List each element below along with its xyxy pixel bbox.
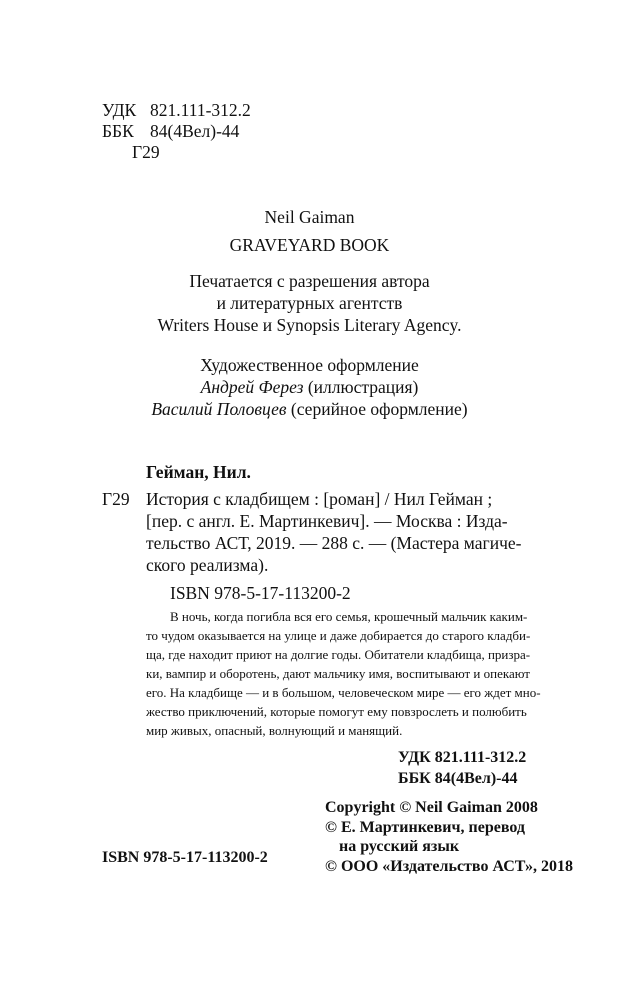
- catalog-isbn: ISBN 978-5-17-113200-2: [170, 583, 351, 603]
- udk-label: УДК: [102, 100, 137, 120]
- catalog-desc-line-3: тельство АСТ, 2019. — 288 с. — (Мастера магиче-: [146, 533, 522, 553]
- footer-isbn: ISBN 978-5-17-113200-2: [102, 849, 268, 866]
- copyright-line-1: Copyright © Neil Gaiman 2008: [325, 799, 538, 816]
- catalog-mark: Г29: [102, 489, 130, 509]
- annotation-line-6: жество приключений, которые помогут ему повзрослеть и полюбить: [146, 704, 527, 719]
- copyright-line-2: © Е. Мартинкевич, перевод: [325, 819, 525, 836]
- catalog-desc-line-4: ского реализма).: [146, 555, 269, 575]
- catalog-desc-line-2: [пер. с англ. Е. Мартинкевич]. — Москва : Изда-: [146, 511, 508, 531]
- catalog-author-heading: Гейман, Нил.: [146, 462, 251, 482]
- series-designer-role: (серийное оформление): [286, 399, 468, 419]
- annotation-line-5: его. На кладбище — и в большом, человеческом мире — его ждет мно-: [146, 685, 541, 700]
- annotation-line-7: мир живых, опасный, волнующий и манящий.: [146, 723, 403, 738]
- series-designer-name: Василий Половцев: [151, 399, 287, 419]
- permission-line-3: Writers House и Synopsis Literary Agency.: [157, 315, 462, 335]
- illustrator-role: (иллюстрация): [303, 377, 419, 397]
- author-mark-header: Г29: [132, 142, 160, 162]
- bbk-label: ББК: [102, 121, 134, 141]
- copyright-line-4: © ООО «Издательство АСТ», 2018: [325, 858, 574, 875]
- annotation-line-2: то чудом оказывается на улице и даже добирается до старого кладби-: [146, 628, 531, 643]
- catalog-desc-line-1: История с кладбищем : [роман] / Нил Гейман ;: [146, 489, 493, 509]
- annotation-line-1: В ночь, когда погибла вся его семья, крошечный мальчик каким-: [170, 609, 528, 624]
- permission-line-1: Печатается с разрешения автора: [189, 271, 430, 291]
- classification-bbk: ББК 84(4Вел)-44: [398, 770, 518, 787]
- bbk-header-line: [102, 120, 239, 142]
- copyright-line-3: на русский язык: [339, 838, 460, 855]
- art-heading: Художественное оформление: [200, 355, 419, 375]
- classification-udk: УДК 821.111-312.2: [398, 749, 527, 766]
- udk-header-line: [102, 99, 251, 121]
- bbk-value: 84(4Вел)-44: [150, 121, 240, 141]
- annotation-line-4: ки, вампир и оборотень, дают мальчику имя, воспитывают и опекают: [146, 666, 530, 681]
- original-author: Neil Gaiman: [264, 207, 355, 227]
- original-title: GRAVEYARD BOOK: [229, 235, 390, 255]
- art-credit-illustration: [0, 376, 619, 398]
- annotation-line-3: ща, где находит приют на долгие годы. Обитатели кладбища, призра-: [146, 647, 531, 662]
- udk-value: 821.111-312.2: [150, 100, 251, 120]
- illustrator-name: Андрей Ферез: [200, 377, 304, 397]
- art-credit-series: [0, 398, 619, 420]
- permission-line-2: и литературных агентств: [216, 293, 403, 313]
